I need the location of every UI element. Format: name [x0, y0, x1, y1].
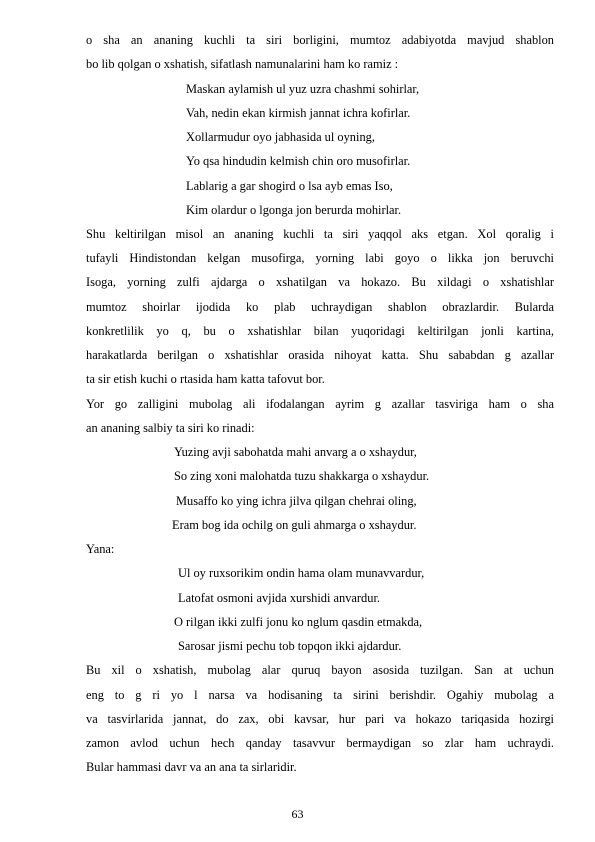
text-line: Sarosar jismi pechu tob topqon ikki ajdardur. [178, 639, 402, 653]
text-line: harakatlarda berilgan o xshatishlar orasida nihoyat katta. Shu sababdan g azallar [86, 348, 554, 362]
text-line: va tasvirlarida jannat, do zax, obi kavsar, hur pari va hokazo tariqasida hozirgi [86, 712, 554, 726]
text-line: an ananing salbiy ta siri ko rinadi: [86, 421, 255, 435]
text-line: Kim olardur o lgonga jon berurda mohirlar. [186, 203, 402, 217]
page-number: 63 [291, 807, 304, 821]
text-line: Xollarmudur oyo jabhasida ul oyning, [186, 130, 375, 144]
text-line: Ul oy ruxsorikim ondin hama olam munavvardur, [178, 566, 425, 580]
text-line: ta sir etish kuchi o rtasida ham katta tafovut bor. [86, 372, 325, 386]
text-line: Yor go zalligini mubolag ali ifodalangan ayrim g azallar tasviriga ham o sha [86, 397, 554, 411]
text-line: Bular hammasi davr va an ana ta sirlaridir. [86, 760, 297, 774]
text-line: Isoga, yorning zulfi ajdarga o xshatilgan va hokazo. Bu xildagi o xshatishlar [86, 275, 554, 289]
text-line: o sha an ananing kuchli ta siri borligini, mumtoz adabiyotda mavjud shablon [86, 33, 554, 47]
text-line: mumtoz shoirlar ijodida ko plab uchraydigan shablon obrazlardir. Bularda [86, 300, 554, 314]
text-line: Shu keltirilgan misol an ananing kuchli ta siri yaqqol aks etgan. Xol qoralig i [86, 227, 554, 241]
text-line: eng to g ri yo l narsa va hodisaning ta sirini berishdir. Ogahiy mubolag a [86, 688, 554, 702]
text-line: Vah, nedin ekan kirmish jannat ichra kofirlar. [186, 106, 411, 120]
text-line: Eram bog ida ochilg on guli ahmarga o xshaydur. [172, 518, 417, 532]
text-line: tufayli Hindistondan kelgan musofirga, yorning labi goyo o likka jon beruvchi [86, 251, 554, 265]
text-line: Yuzing avji sabohatda mahi anvarg a o xshaydur, [174, 445, 417, 459]
text-line: Bu xil o xshatish, mubolag alar quruq bayon asosida tuzilgan. San at uchun [86, 663, 554, 677]
text-line: zamon avlod uchun hech qanday tasavvur bermaydigan so zlar ham uchraydi. [86, 736, 554, 750]
text-line: O rilgan ikki zulfi jonu ko nglum qasdin etmakda, [174, 615, 423, 629]
text-line: Latofat osmoni avjida xurshidi anvardur. [178, 591, 380, 605]
text-line: Maskan aylamish ul yuz uzra chashmi sohirlar, [186, 82, 420, 96]
text-line: Lablarig a gar shogird o lsa ayb emas Iso, [186, 179, 393, 193]
text-line: Yo qsa hindudin kelmish chin oro musofirlar. [186, 154, 411, 168]
text-line: So zing xoni malohatda tuzu shakkarga o xshaydur. [174, 469, 430, 483]
text-line: Yana: [86, 542, 115, 556]
text-line: konkretlilik yo q, bu o xshatishlar bilan yuqoridagi keltirilgan jonli kartina, [86, 324, 554, 338]
text-line: Musaffo ko ying ichra jilva qilgan chehrai oling, [176, 494, 417, 508]
text-line: bo lib qolgan o xshatish, sifatlash namunalarini ham ko ramiz : [86, 57, 399, 71]
